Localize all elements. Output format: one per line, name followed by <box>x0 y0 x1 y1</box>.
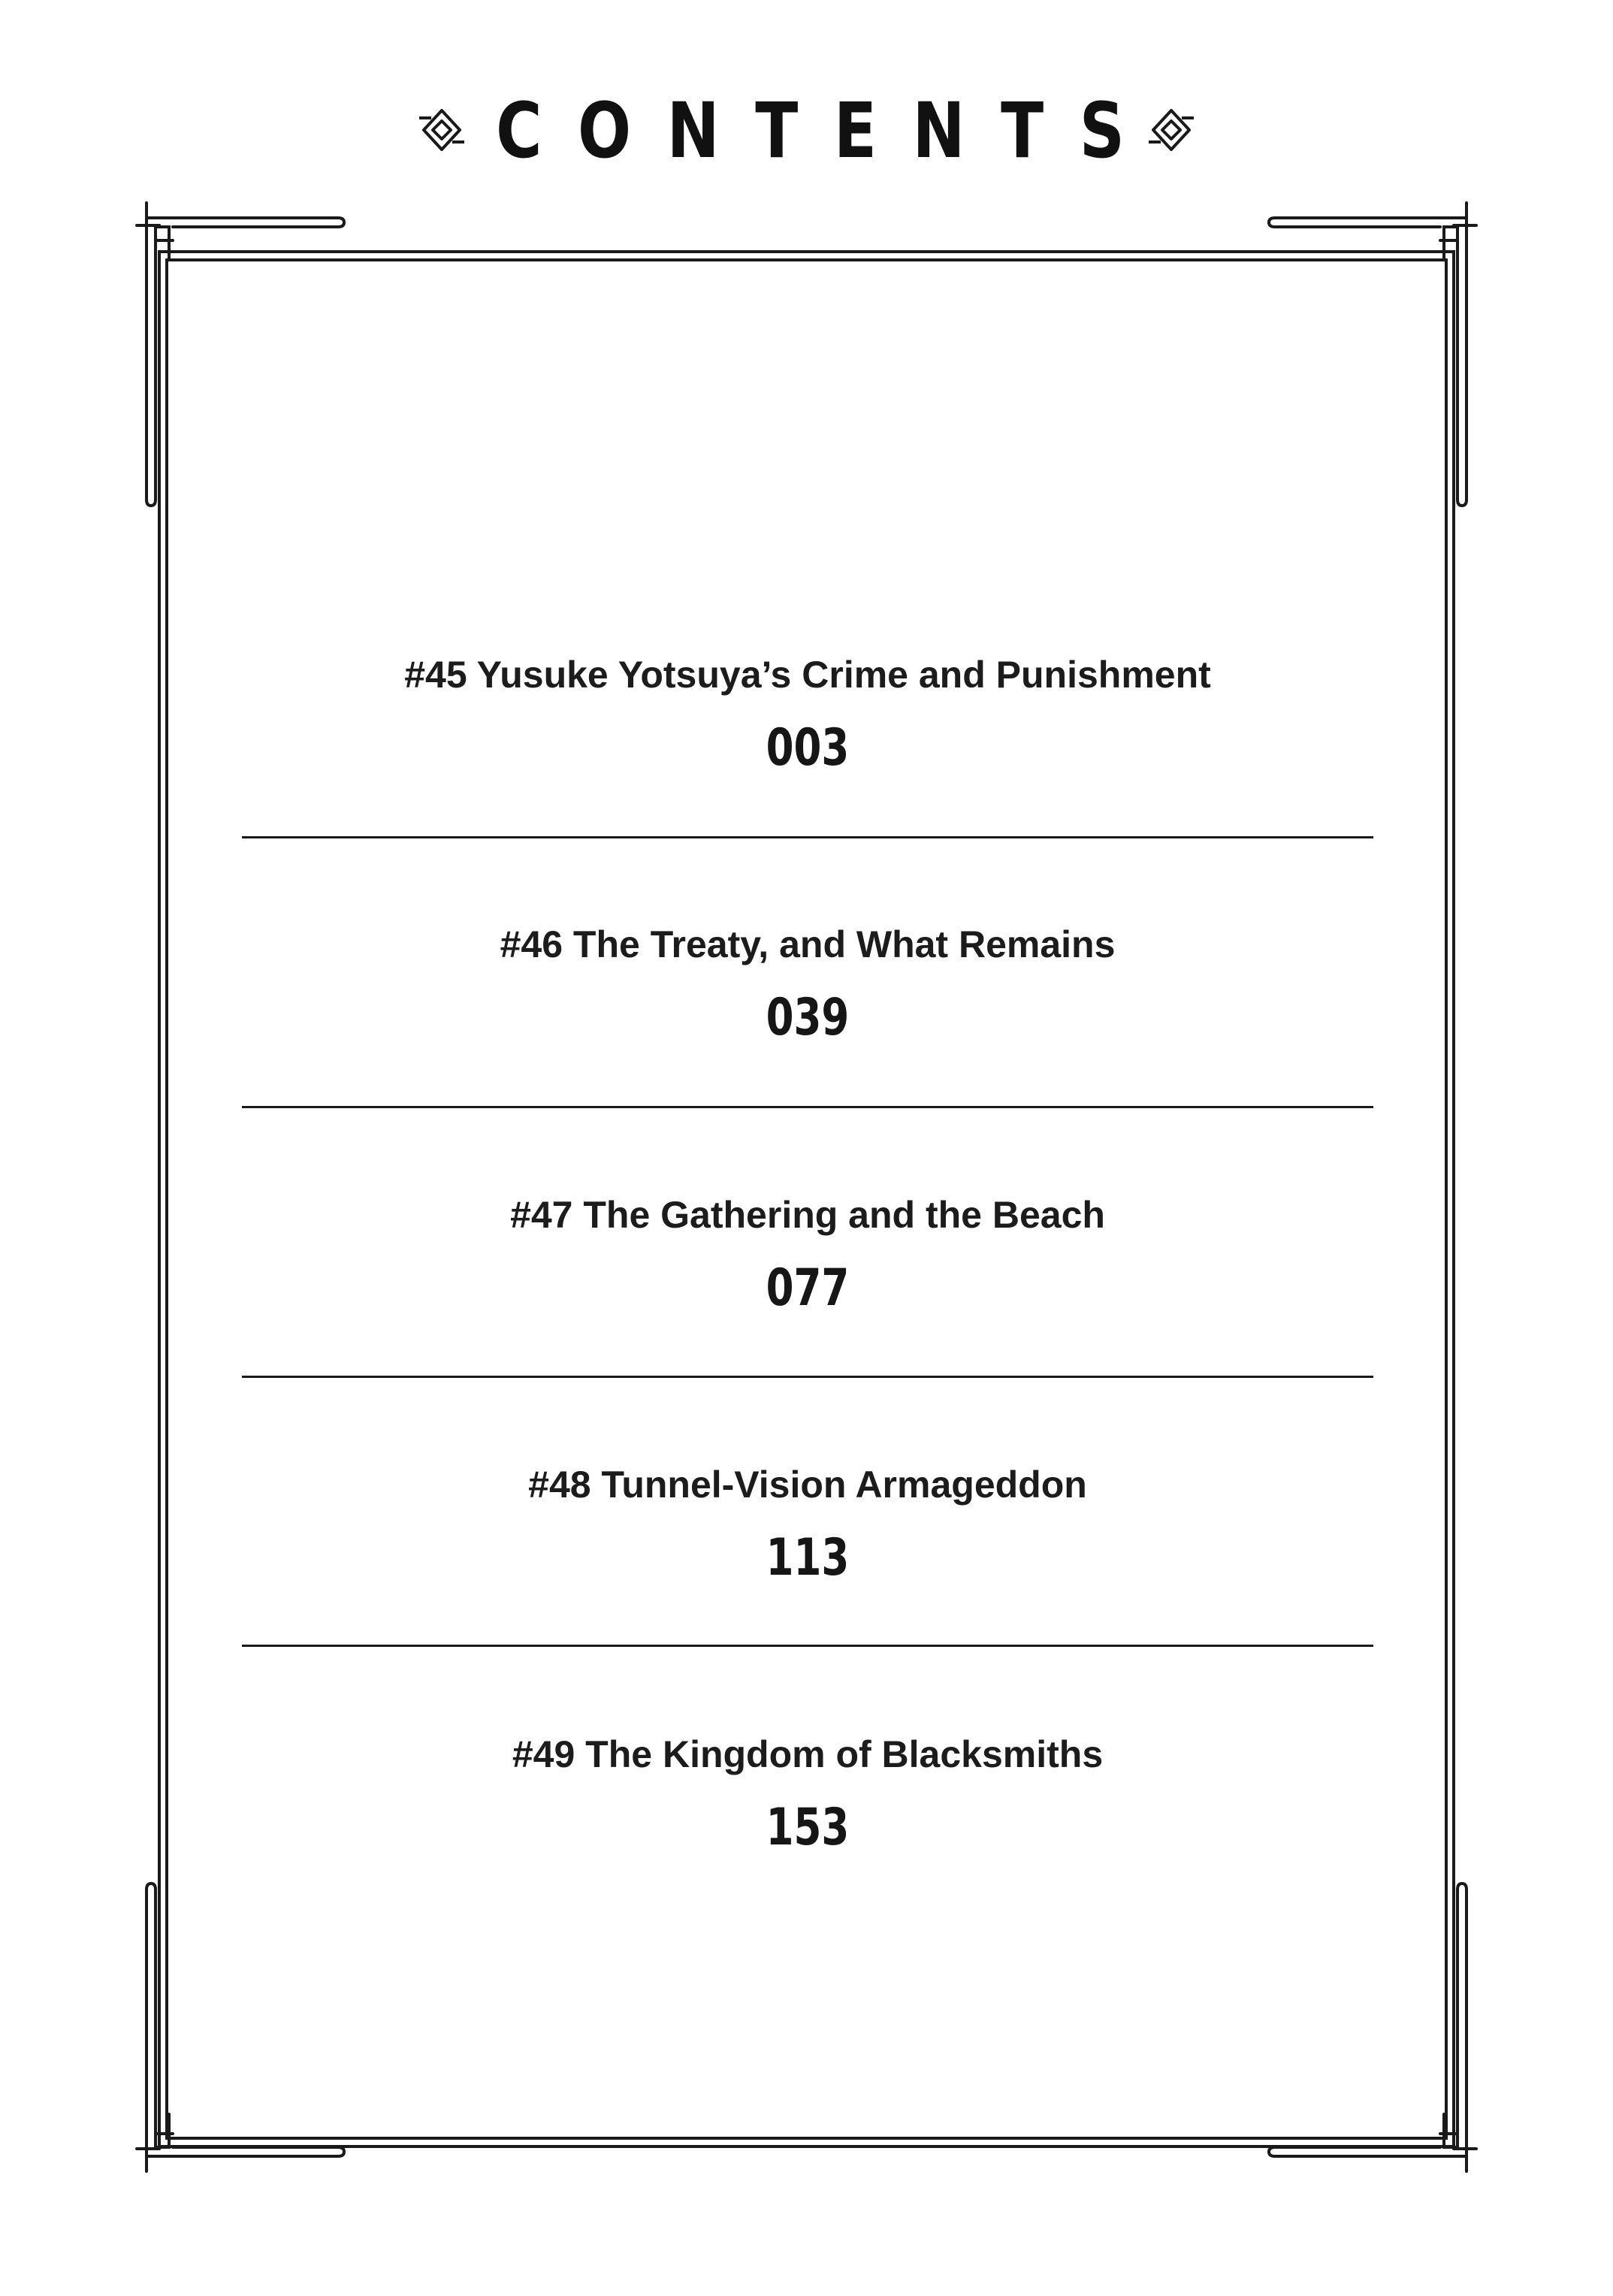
toc-entry <box>242 652 1373 778</box>
divider-line <box>242 836 1373 838</box>
toc-entry <box>242 922 1373 1048</box>
toc-entry <box>242 1732 1373 1858</box>
toc-entry <box>242 1192 1373 1319</box>
divider-line <box>242 1376 1373 1378</box>
chapter-page-number: 153 <box>766 1798 850 1857</box>
divider-line <box>242 1106 1373 1108</box>
toc-entry <box>242 1462 1373 1588</box>
chapter-page-number: 113 <box>766 1528 850 1588</box>
page-title: CONTENTS <box>496 86 1161 176</box>
chapter-title: #45 Yusuke Yotsuya’s Crime and Punishment <box>404 654 1211 696</box>
chapter-title: #48 Tunnel-Vision Armageddon <box>528 1464 1087 1506</box>
chapter-page-number: 077 <box>766 1258 850 1318</box>
page-title-row <box>0 75 1613 188</box>
divider-line <box>242 1645 1373 1647</box>
chapter-page-number: 039 <box>766 988 850 1047</box>
chapter-page-number: 003 <box>766 718 850 778</box>
chapter-title: #49 The Kingdom of Blacksmiths <box>512 1733 1104 1775</box>
chapter-title: #46 The Treaty, and What Remains <box>500 923 1116 965</box>
chapter-title: #47 The Gathering and the Beach <box>510 1194 1105 1236</box>
